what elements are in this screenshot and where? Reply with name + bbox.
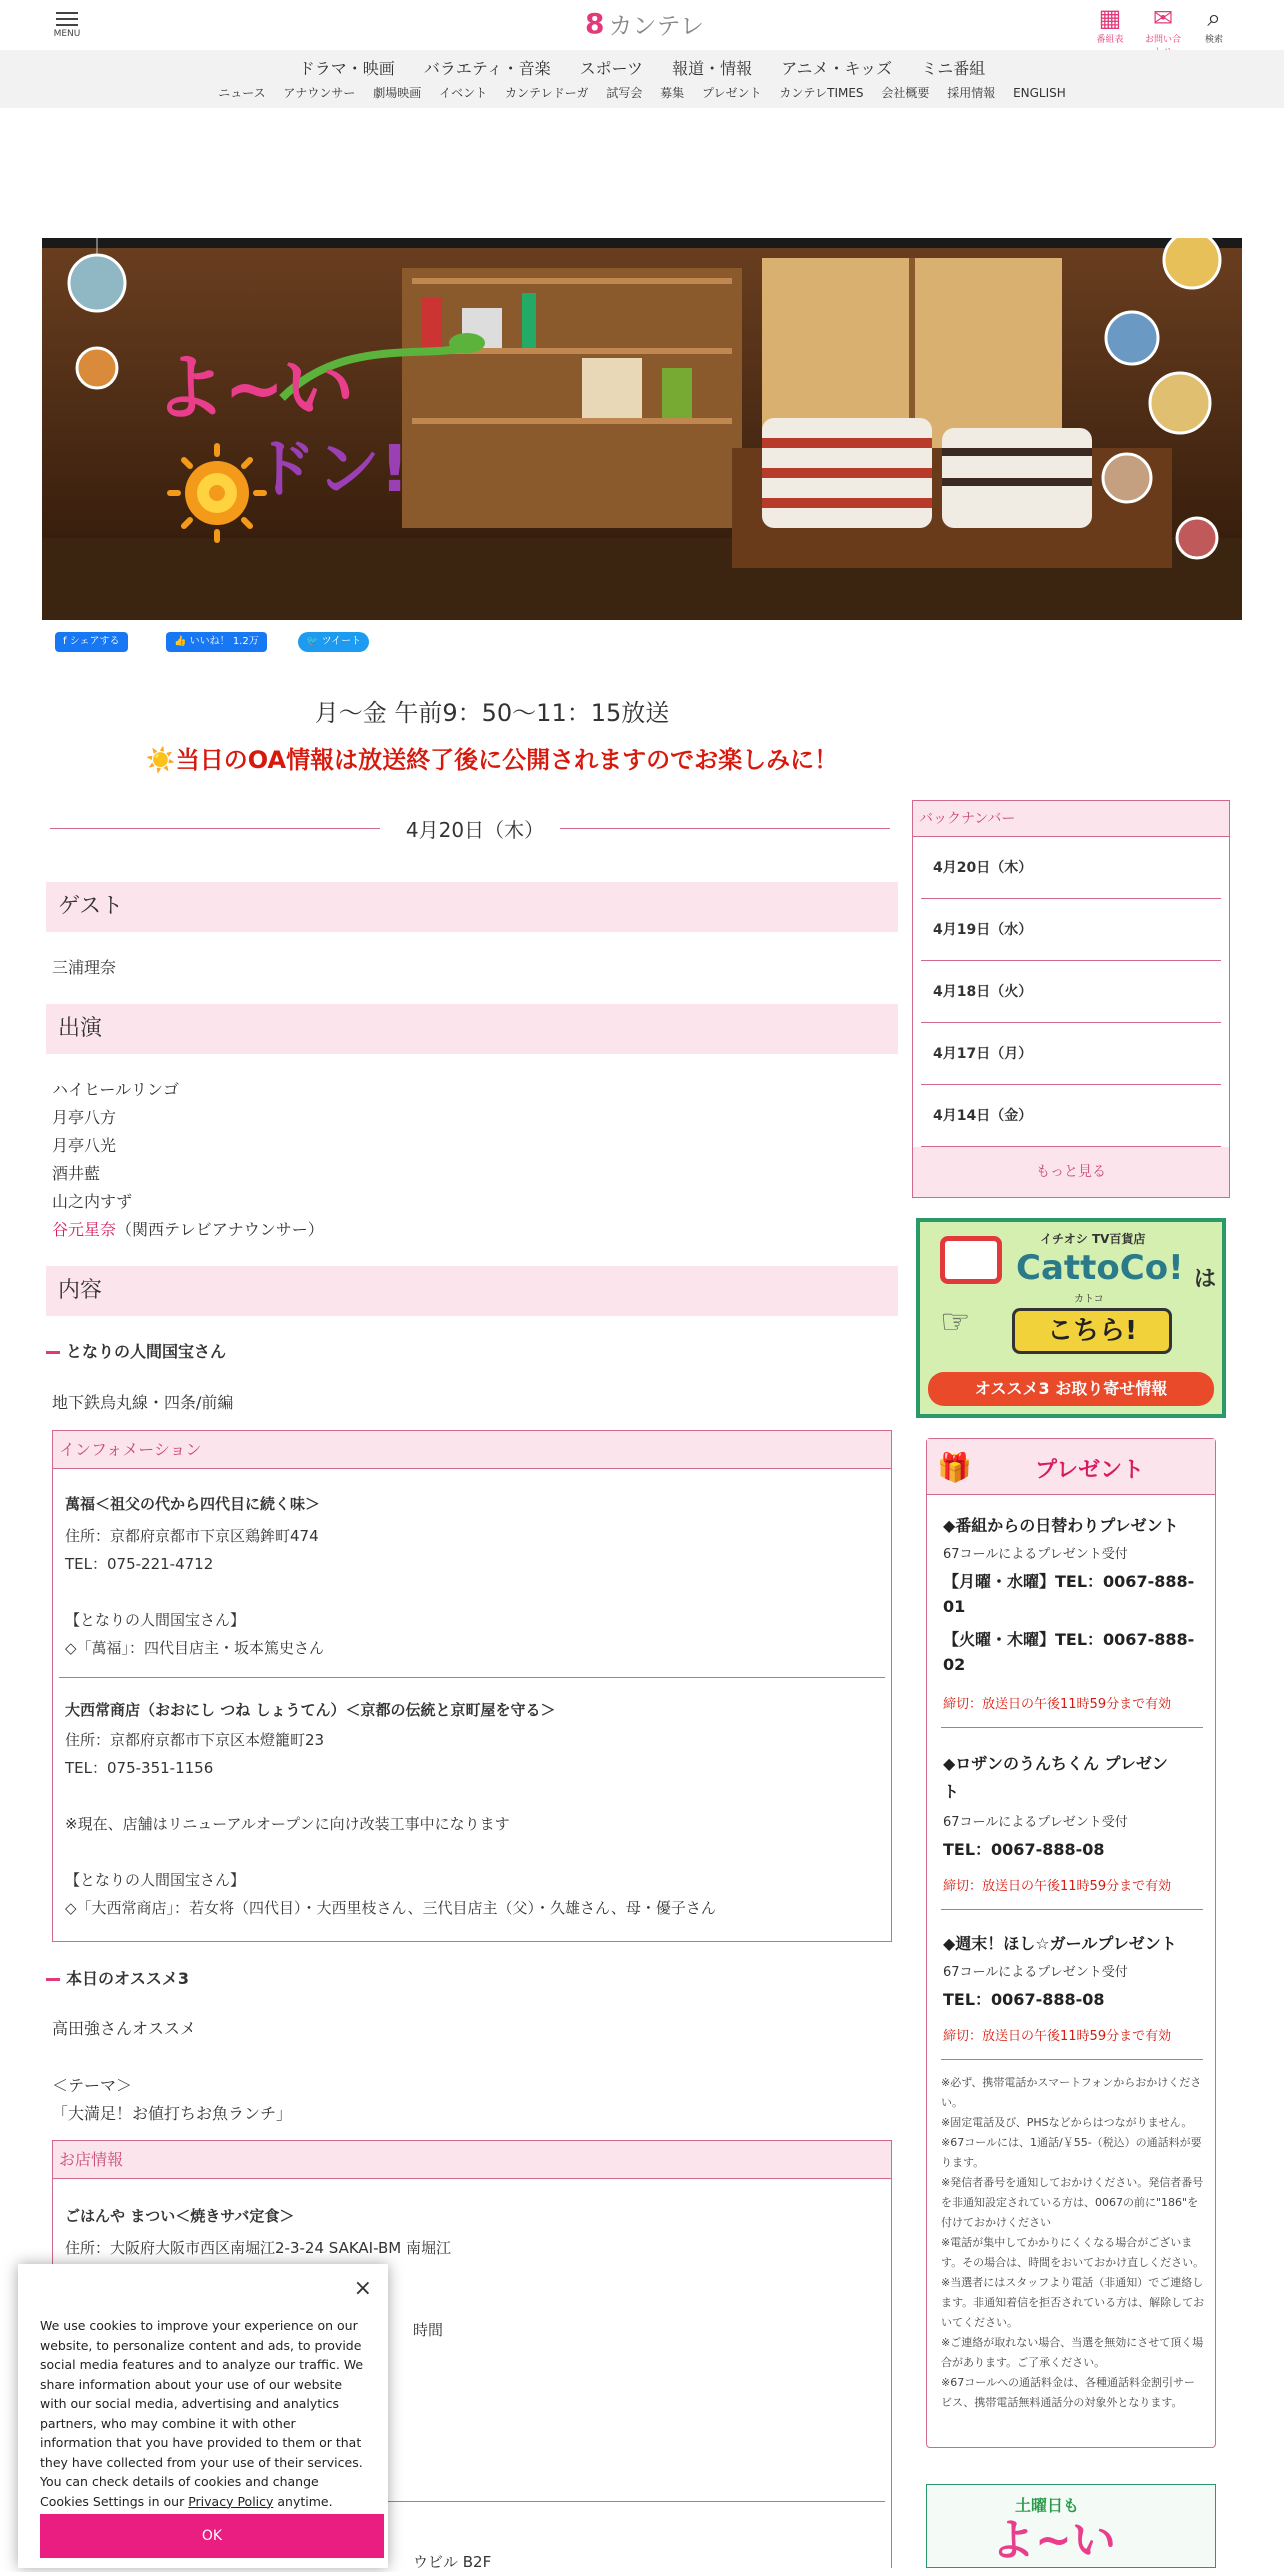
- date-heading: [50, 812, 900, 844]
- information-heading: インフォメーション: [53, 1431, 891, 1469]
- nav-mini[interactable]: ミニ番組: [921, 59, 986, 78]
- cast-member: 酒井藍: [52, 1164, 101, 1183]
- more-button[interactable]: もっと見る: [913, 1147, 1229, 1197]
- tv-icon: [940, 1236, 1002, 1284]
- present-deadline: 締切：放送日の午後11時59分まで有効: [943, 1697, 1172, 1712]
- broadcast-schedule: 月～金 午前9：50～11：15放送: [314, 699, 670, 727]
- segment-title: となりの人間国宝さん: [46, 1339, 226, 1362]
- back-number-panel: [912, 800, 1230, 1198]
- cattoco-banner[interactable]: [916, 1218, 1226, 1418]
- recommender: 高田強さんオススメ: [52, 2019, 196, 2038]
- present-note: ※発信者番号を通知しておかけください。発信者番号を非通知設定されている方は、0067の前に"186"を付けておかけください: [941, 2176, 1204, 2229]
- main-nav: [0, 56, 1284, 79]
- subnav-douga[interactable]: カンテレドーガ: [504, 86, 589, 100]
- tweet-label: ツイート: [321, 636, 362, 647]
- divider: [941, 1909, 1203, 1910]
- nav-drama[interactable]: ドラマ・映画: [298, 59, 395, 78]
- subnav-announcer[interactable]: アナウンサー: [283, 86, 356, 100]
- schedule-label: 番組表: [1096, 35, 1124, 45]
- shop-tel: TEL：075-351-1156: [65, 1759, 214, 1777]
- present-tel: 【月曜・水曜】TEL：0067-888-: [943, 1572, 1195, 1591]
- calendar-icon: ▦: [1098, 4, 1122, 32]
- present-method: 67コールによるプレゼント受付: [943, 1815, 1128, 1830]
- back-number-item[interactable]: 4月14日（金）: [921, 1085, 1221, 1147]
- catto-top-text: イチオシ TV百貨店: [1040, 1232, 1146, 1246]
- privacy-policy-link[interactable]: Privacy Policy: [188, 2493, 274, 2509]
- program-banner: [42, 238, 1242, 620]
- guest-heading: ゲスト: [46, 882, 898, 932]
- back-number-heading: バックナンバー: [913, 801, 1229, 837]
- present-note: ※電話が集中してかかりにくくなる場合がございます。その場合は、時間をおいておかけ直しください。: [941, 2236, 1205, 2269]
- hamburger-icon-bar: [56, 24, 78, 26]
- gift-icon: 🎁: [937, 1451, 972, 1484]
- divider: [941, 1727, 1203, 1728]
- promo-text: 土曜日も: [1015, 2496, 1080, 2515]
- shop-tag: 【となりの人間国宝さん】: [65, 1871, 246, 1889]
- shop-address: 住所：大阪府大阪市西区南堀江2-3-24 SAKAI-BM 南堀江: [65, 2239, 451, 2257]
- present-note: ※67コールへの通話料金は、各種通話料金割引サービス、携帯電話無料通話分の対象外となります。: [941, 2376, 1195, 2409]
- tweet-button[interactable]: [298, 632, 369, 652]
- cast-announcer-row: [52, 1217, 324, 1240]
- shop-address: 住所：京都府京都市下京区本燈籠町23: [65, 1731, 325, 1749]
- present-panel: [926, 1438, 1216, 2448]
- cast-member: ハイヒールリンゴ: [52, 1080, 180, 1099]
- present-title: ◆番組からの日替わりプレゼント: [943, 1516, 1179, 1535]
- shop-tel: TEL：075-221-4712: [65, 1555, 214, 1573]
- subnav-present[interactable]: プレゼント: [702, 86, 762, 100]
- divider: [941, 2059, 1203, 2060]
- present-note: ※固定電話及び、PHSなどからはつながりません。: [941, 2116, 1193, 2129]
- divider: [560, 828, 890, 829]
- present-note: ※67コールには、1通話/￥55-（税込）の通話料が要ります。: [941, 2136, 1202, 2169]
- menu-button[interactable]: [50, 8, 84, 48]
- cookie-message-end: anytime.: [273, 2493, 333, 2509]
- saturday-promo-banner[interactable]: [926, 2484, 1216, 2568]
- subnav-times[interactable]: カンテレTIMES: [779, 86, 864, 100]
- present-tel: TEL：0067-888-08: [943, 1990, 1105, 2009]
- segment-location: 地下鉄烏丸線・四条/前編: [52, 1393, 234, 1412]
- logo-yoi: よ~い: [154, 346, 353, 430]
- thumbs-up-icon: 👍: [174, 636, 190, 647]
- catto-here: こちら!: [1012, 1308, 1172, 1354]
- present-tel-cont: 01: [943, 1597, 966, 1616]
- shop-person: ◇「大西常商店」：若女将（四代目）・大西里枝さん、三代目店主（父）・久雄さん、母・優子さん: [65, 1899, 716, 1917]
- content-heading: 内容: [46, 1266, 898, 1316]
- catto-reading: カトコ: [1074, 1294, 1104, 1305]
- close-icon[interactable]: ×: [353, 2276, 372, 2301]
- subnav-recruit-participants[interactable]: 募集: [660, 86, 685, 100]
- catto-bottom: オススメ3 お取り寄せ情報: [928, 1372, 1214, 1406]
- shop-hours-fragment: 時間: [413, 2321, 444, 2339]
- nav-news-info[interactable]: 報道・情報: [672, 59, 753, 78]
- theme-label: ＜テーマ＞: [52, 2076, 133, 2095]
- subnav-event[interactable]: イベント: [439, 86, 488, 100]
- present-tel: 【火曜・木曜】TEL：0067-888-: [943, 1630, 1195, 1649]
- contact-label: お問い合: [1144, 35, 1181, 45]
- shop-address-fragment: ウビル B2F: [413, 2553, 492, 2571]
- cookie-message-text: We use cookies to improve your experience on our website, to personalize content and ads, to provide social media features and to analyze our traffic. We share information about your use of our website with our social media, advertising and analytics partners, who may combine it with other information that you have provided to them or that they have collected from your use of their services. You can check details of cookies and change Cookies Settings in our: [40, 2318, 364, 2509]
- cookie-ok-button[interactable]: OK: [40, 2514, 384, 2558]
- subnav-careers[interactable]: 採用情報: [947, 86, 996, 100]
- present-notes: [941, 2073, 1205, 2413]
- cast-member: 月亭八方: [52, 1108, 117, 1127]
- present-note: ※当選者にはスタッフより電話（非通知）でご連絡します。非通知着信を拒否されている方は、解除しておいてください。: [941, 2276, 1205, 2329]
- episode-date: 4月20日（木）: [405, 818, 545, 842]
- subnav-movie[interactable]: 劇場映画: [373, 86, 422, 100]
- back-number-item[interactable]: 4月18日（火）: [921, 961, 1221, 1023]
- present-deadline: 締切：放送日の午後11時59分まで有効: [943, 2029, 1172, 2044]
- guest-name: 三浦理奈: [52, 958, 117, 977]
- facebook-like-button[interactable]: [166, 632, 267, 652]
- present-title: ◆週末！ほし☆ガールプレゼント: [943, 1934, 1177, 1953]
- shop-name: ごはんや まつい＜焼きサバ定食＞: [65, 2207, 295, 2225]
- schedule-button[interactable]: [1090, 4, 1130, 45]
- present-title-cont: ト: [943, 1782, 960, 1801]
- present-header: [927, 1439, 1215, 1495]
- facebook-share-button[interactable]: [55, 632, 128, 652]
- menu-label: MENU: [53, 29, 81, 39]
- search-icon: ⌕: [1207, 4, 1221, 32]
- cookie-consent-dialog: [18, 2264, 388, 2568]
- hand-pointer-icon: ☞: [940, 1302, 971, 1342]
- shop-info-heading: お店情報: [53, 2141, 891, 2179]
- nav-anime-kids[interactable]: アニメ・キッズ: [781, 59, 893, 78]
- nav-variety[interactable]: バラエティ・音楽: [423, 59, 551, 78]
- facebook-like-label: いいね！ 1.2万: [189, 636, 259, 647]
- subnav-preview[interactable]: 試写会: [606, 86, 643, 100]
- shop-tag: 【となりの人間国宝さん】: [65, 1611, 246, 1629]
- present-note: ※ご連絡が取れない場合、当選を無効にさせて頂く場合があります。ご了承ください。: [941, 2336, 1204, 2369]
- back-number-item[interactable]: 4月20日（木）: [921, 837, 1221, 899]
- subnav-company[interactable]: 会社概要: [881, 86, 930, 100]
- present-note: ※必ず、携帯電話かスマートフォンからおかけください。: [941, 2076, 1202, 2109]
- information-box: [52, 1430, 892, 1942]
- twitter-icon: 🐦: [306, 636, 322, 647]
- announcer-link[interactable]: 谷元星奈: [52, 1220, 117, 1239]
- cast-member: 山之内すず: [52, 1192, 133, 1211]
- catto-brand: CattoCo!: [1016, 1248, 1184, 1288]
- top-bar: [0, 0, 1284, 50]
- catto-wa: は: [1194, 1267, 1217, 1292]
- cast-heading: 出演: [46, 1004, 898, 1054]
- shop-note: ※現在、店舗はリニューアルオープンに向け改装工事中になります: [65, 1815, 510, 1833]
- sub-nav: [0, 84, 1284, 101]
- present-title: ◆ロザンのうんちくん プレゼン: [943, 1754, 1168, 1773]
- facebook-icon: f: [63, 636, 70, 647]
- hamburger-icon-bar: [56, 18, 78, 20]
- cookie-message: [40, 2316, 370, 2511]
- mail-icon: ✉: [1152, 4, 1174, 32]
- divider: [59, 1677, 885, 1678]
- segment-title: 本日のオススメ3: [46, 1966, 189, 1989]
- theme-text: 「大満足！お値打ちお魚ランチ」: [52, 2104, 293, 2123]
- announcer-note: （関西テレビアナウンサー）: [116, 1220, 324, 1239]
- present-tel: TEL：0067-888-08: [943, 1840, 1105, 1859]
- subnav-english[interactable]: ENGLISH: [1013, 86, 1066, 100]
- kantele-logo[interactable]: [585, 6, 704, 40]
- search-label: 検索: [1204, 35, 1223, 45]
- search-button[interactable]: [1194, 4, 1234, 45]
- oa-notice: ☀️当日のOA情報は放送終了後に公開されますのでお楽しみに！: [145, 746, 839, 774]
- back-number-item[interactable]: 4月17日（月）: [921, 1023, 1221, 1085]
- present-heading: プレゼント: [1035, 1458, 1145, 1483]
- hamburger-icon: [56, 12, 78, 14]
- logo-word: カンテレ: [608, 11, 705, 40]
- logo-don: ドン!: [252, 433, 410, 507]
- shop-name: 萬福＜祖父の代から四代目に続く味＞: [65, 1495, 321, 1513]
- present-deadline: 締切：放送日の午後11時59分まで有効: [943, 1879, 1172, 1894]
- present-method: 67コールによるプレゼント受付: [943, 1965, 1128, 1980]
- shop-address: 住所：京都府京都市下京区鶏鉾町474: [65, 1527, 319, 1545]
- present-tel-cont: 02: [943, 1655, 966, 1674]
- nav-sports[interactable]: スポーツ: [579, 59, 644, 78]
- global-nav: [0, 50, 1284, 108]
- subnav-news[interactable]: ニュース: [218, 86, 266, 100]
- shop-name: 大西常商店（おおにし つね しょうてん）＜京都の伝統と京町屋を守る＞: [65, 1701, 556, 1719]
- logo-eight: 8: [585, 6, 605, 40]
- facebook-share-label: シェアする: [69, 636, 120, 647]
- shop-person: ◇「萬福」：四代目店主・坂本篤史さん: [65, 1639, 325, 1657]
- cast-member: 月亭八光: [52, 1136, 117, 1155]
- present-method: 67コールによるプレゼント受付: [943, 1547, 1128, 1562]
- promo-logo: よ~い: [991, 2515, 1116, 2566]
- back-number-item[interactable]: 4月19日（水）: [921, 899, 1221, 961]
